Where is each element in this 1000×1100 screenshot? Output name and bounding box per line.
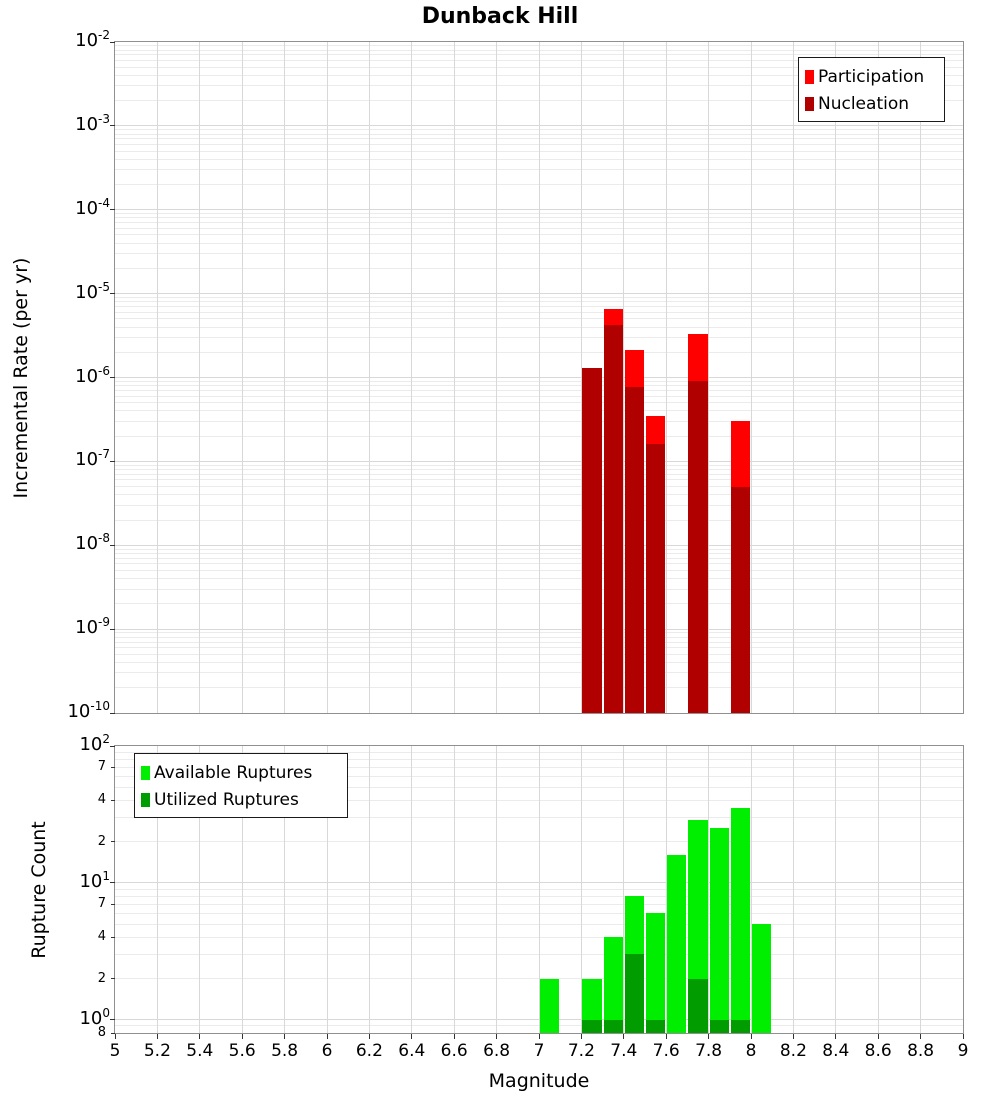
vertical-gridline [369,42,370,713]
y-tick-mark [110,545,115,546]
vertical-gridline [411,746,412,1033]
vertical-gridline [835,746,836,1033]
y-minor-tick-label: 7 [97,896,106,912]
y-tick-mark [110,629,115,630]
bar-nucleation [625,387,644,713]
x-tick-label: 8.8 [907,1041,935,1061]
y-tick-mark [110,1019,115,1020]
legend-item-utilized-ruptures [141,786,341,813]
y-minor-tick-label: 2 [97,970,106,986]
x-tick-mark [411,1034,412,1039]
y-minor-tick-label: 4 [97,792,106,808]
x-tick-label: 7.6 [652,1041,680,1061]
x-tick-label: 5.8 [271,1041,299,1061]
vertical-gridline [327,42,328,713]
nucleation-swatch-icon [805,97,814,111]
bar-utilized-ruptures [710,1020,729,1033]
x-tick-mark [751,1034,752,1039]
bar-utilized-ruptures [688,979,707,1033]
participation-swatch-icon [805,70,814,84]
vertical-gridline [793,746,794,1033]
x-tick-mark [157,1034,158,1039]
vertical-gridline [878,746,879,1033]
x-tick-mark [115,1034,116,1039]
bar-utilized-ruptures [731,1020,750,1033]
x-tick-label: 6.4 [398,1041,426,1061]
bar-available-ruptures [710,828,729,1033]
x-axis-label: Magnitude [488,1070,590,1092]
vertical-gridline [369,746,370,1033]
y-tick-label: $10^{-10}$ [67,699,110,722]
y-minor-tick-label: 2 [97,833,106,849]
y-tick-label: $10^{-3}$ [75,111,110,135]
vertical-gridline [920,746,921,1033]
rate-plot-area [114,41,964,714]
legend-label: Nucleation [818,93,910,114]
count-legend [134,753,348,818]
y-tick-label: $10^{-7}$ [75,447,110,471]
vertical-gridline [878,42,879,713]
y-tick-label: $10^{-9}$ [75,615,110,639]
utilized-ruptures-swatch-icon [141,793,150,807]
x-tick-label: 8.4 [822,1041,850,1061]
bar-utilized-ruptures [625,954,644,1033]
rate-legend [798,57,945,122]
y-tick-label: $10^{-4}$ [75,195,110,219]
y-tick-mark [111,978,115,979]
x-tick-label: 5 [109,1041,121,1061]
y-tick-mark [111,767,115,768]
vertical-gridline [496,746,497,1033]
rate-y-axis-label: Incremental Rate (per yr) [10,257,32,499]
y-tick-mark [110,209,115,210]
vertical-gridline [284,42,285,713]
y-tick-mark [110,746,115,747]
y-minor-tick-label: 4 [97,929,106,945]
bar-available-ruptures [604,937,623,1033]
x-tick-mark [878,1034,879,1039]
x-tick-label: 6.2 [355,1041,383,1061]
x-tick-mark [793,1034,794,1039]
bar-available-ruptures [646,913,665,1033]
x-tick-mark [920,1034,921,1039]
bar-nucleation [604,325,623,713]
count-y-axis-label: Rupture Count [28,821,50,959]
x-tick-mark [666,1034,667,1039]
y-tick-label: $10^2$ [79,732,110,755]
x-tick-mark [539,1034,540,1039]
y-tick-label: $10^{-8}$ [75,531,110,555]
x-tick-label: 6.8 [483,1041,511,1061]
x-tick-label: 5.2 [143,1041,171,1061]
y-tick-label: $10^{-2}$ [75,28,110,51]
y-tick-mark [110,461,115,462]
legend-item-participation [805,63,938,90]
y-tick-label: $10^{-6}$ [75,363,110,387]
legend-label: Utilized Ruptures [154,789,299,810]
x-tick-label: 7.2 [567,1041,595,1061]
vertical-gridline [793,42,794,713]
x-tick-mark [369,1034,370,1039]
x-tick-label: 6 [321,1041,333,1061]
bar-nucleation [582,368,601,713]
bar-nucleation [646,444,665,713]
y-tick-label: $10^{-5}$ [75,279,110,303]
x-tick-mark [963,1034,964,1039]
x-tick-label: 8 [745,1041,757,1061]
x-tick-label: 9 [957,1041,969,1061]
y-tick-mark [111,904,115,905]
bar-available-ruptures [731,808,750,1033]
y-minor-tick-label: 8 [97,1025,106,1040]
chart-title: Dunback Hill [421,4,579,29]
x-tick-label: 7 [533,1041,545,1061]
x-tick-mark [284,1034,285,1039]
bar-utilized-ruptures [646,1020,665,1033]
bar-utilized-ruptures [604,1020,623,1033]
vertical-gridline [454,746,455,1033]
legend-label: Participation [818,66,925,87]
x-tick-label: 8.2 [779,1041,807,1061]
y-tick-mark [111,841,115,842]
y-tick-mark [110,882,115,883]
x-tick-label: 5.6 [228,1041,256,1061]
legend-label: Available Ruptures [154,762,313,783]
legend-item-available-ruptures [141,759,341,786]
vertical-gridline [920,42,921,713]
x-tick-mark [581,1034,582,1039]
y-tick-mark [110,713,115,714]
x-tick-mark [242,1034,243,1039]
x-tick-mark [708,1034,709,1039]
vertical-gridline [751,42,752,713]
x-tick-label: 7.8 [695,1041,723,1061]
available-ruptures-swatch-icon [141,766,150,780]
y-tick-mark [110,125,115,126]
vertical-gridline [496,42,497,713]
bar-nucleation [731,487,750,713]
vertical-gridline [242,42,243,713]
vertical-gridline [666,42,667,713]
vertical-gridline [454,42,455,713]
x-tick-label: 7.4 [610,1041,638,1061]
y-tick-mark [110,377,115,378]
bar-utilized-ruptures [582,1020,601,1033]
bar-available-ruptures [540,979,559,1033]
vertical-gridline [157,42,158,713]
vertical-gridline [835,42,836,713]
y-tick-mark [111,937,115,938]
x-tick-mark [496,1034,497,1039]
x-tick-mark [623,1034,624,1039]
x-tick-mark [327,1034,328,1039]
x-tick-label: 8.6 [864,1041,892,1061]
y-tick-mark [110,42,115,43]
bar-nucleation [688,381,707,713]
legend-item-nucleation [805,90,938,117]
x-tick-mark [454,1034,455,1039]
vertical-gridline [411,42,412,713]
bar-available-ruptures [667,855,686,1033]
y-tick-label: $10^0$ [79,1005,110,1029]
y-minor-tick-label: 7 [97,759,106,775]
x-tick-mark [835,1034,836,1039]
x-tick-label: 6.6 [440,1041,468,1061]
x-tick-mark [199,1034,200,1039]
bar-available-ruptures [752,924,771,1033]
x-tick-label: 5.4 [186,1041,214,1061]
y-tick-mark [110,293,115,294]
y-tick-mark [111,800,115,801]
y-tick-label: $10^1$ [79,868,110,892]
vertical-gridline [539,42,540,713]
vertical-gridline [708,42,709,713]
vertical-gridline [199,42,200,713]
